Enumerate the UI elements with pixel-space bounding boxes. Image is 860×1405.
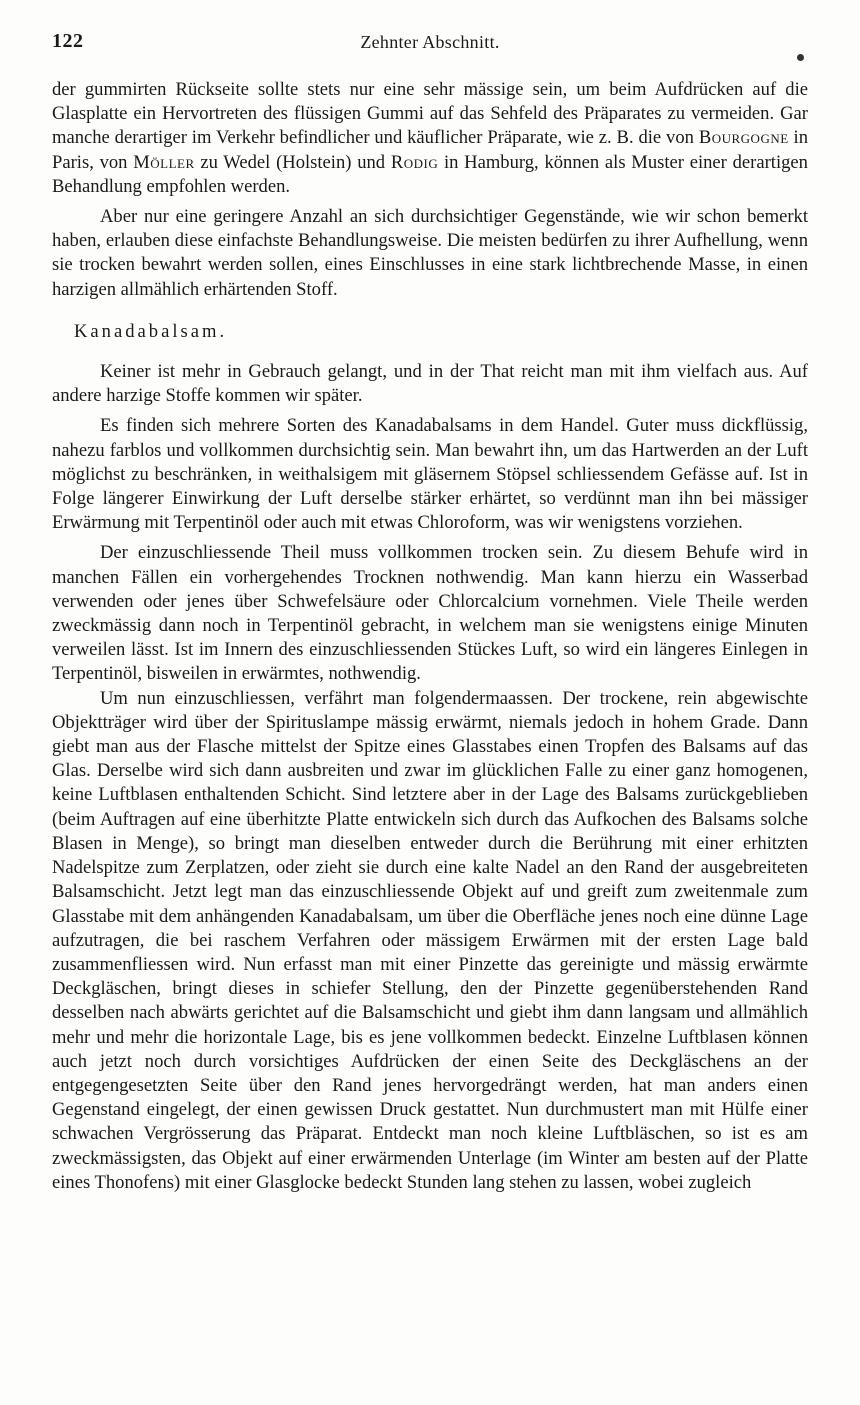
page-number: 122 [52,30,84,52]
p1-text-b: in Paris, von [52,127,808,173]
ink-dot [797,54,804,61]
running-title: Zehnter Abschnitt. [360,32,500,52]
p1-text-c: zu Wedel (Holstein) und [194,151,391,173]
paragraph-4: Es finden sich mehrere Sorten des Kanadabalsams in dem Handel. Guter muss dickflüssig, nahezu farblos und vollkommen durchsichtig sein. Man bewahrt ihn, um das Hartwerden an der Luft möglichst zu beschränken, in weithalsigem mit gläsernem Stöpsel schliessendem Gefässe auf. Ist in Folge längerer Einwirkung der Luft derselbe stärker erhärtet, so verdünnt man ihn bei mässiger Erwärmung mit Terpentinöl oder auch mit etwas Chloroform, was wir wenigstens vorziehen. [52,415,808,534]
paragraph-2: Aber nur eine geringere Anzahl an sich durchsichtiger Gegenstände, wie wir schon bemerkt haben, erlauben diese einfachste Behandlungsweise. Die meisten bedürfen zu ihrer Aufhellung, wenn sie trocken bewahrt werden sollen, eines Einschlusses in eine stark lichtbrechende Masse, in einen harzigen allmählich erhärtenden Stoff. [52,206,808,300]
name-bourgogne: Bourgogne [698,127,789,149]
section-heading [52,320,808,344]
page-header [52,30,808,58]
paragraph-3: Keiner ist mehr in Gebrauch gelangt, und in der That reicht man mit ihm vielfach aus. Auf andere harzige Stoffe kommen wir später. [52,361,808,407]
p1-text-a: der gummirten Rückseite sollte stets nur eine sehr mässige sein, um beim Aufdrücken auf die Glasplatte ein Hervortreten des flüssigen Gummi auf das Sehfeld des Präparates zu vermeiden. Gar manche derartiger im Verkehr befindlicher und käuflicher Präparate, wie z. B. die von [52,79,808,149]
name-moeller: Möller [133,151,195,173]
paragraph-1 [52,78,808,199]
p1-text-d: in Hamburg, können als Muster einer derartigen Behandlung empfohlen werden. [52,151,808,197]
body-text [52,78,808,1195]
name-rodig: Rodig [390,151,439,173]
paragraph-6: Um nun einzuschliessen, verfährt man folgendermaassen. Der trockene, rein abgewischte Objektträger wird über der Spirituslampe mässig erwärmt, niemals jedoch in hohem Grade. Dann giebt man aus der Flasche mittelst der Spitze eines Glasstabes einen Tropfen des Balsams auf das Glas. Derselbe wird sich dann ausbreiten und zwar im glücklichen Falle zu einer ganz homogenen, keine Luftblasen enthaltenden Schicht. Sind letztere aber in der Lage des Balsams zurückgeblieben (beim Auftragen auf eine überhitzte Platte entwickeln sich durch das Aufkochen des Balsams solche Blasen in Menge), so bringt man dieselben entweder durch die Berührung mit einer erhitzten Nadelspitze zum Zerplatzen, oder zieht sie durch eine kalte Nadel an den Rand der ausgebreiteten Balsamschicht. Jetzt legt man das einzuschliessende Objekt auf und greift zum zweitenmale zum Glasstabe mit dem anhängenden Kanadabalsam, um über die Oberfläche jenes noch eine dünne Lage aufzutragen, die bei raschem Verfahren oder mässigem Erwärmen mit der ersten Lage bald zusammenfliessen wird. Nun erfasst man mit einer Pinzette das gereinigte und mässig erwärmte Deckgläschen, bringt dieses in schiefer Stellung, den der Pinzette gegenüberstehenden Rand desselben nach abwärts gerichtet auf die Balsamschicht und giebt ihm dann langsam und allmählich mehr und mehr die horizontale Lage, bis es jene vollkommen bedeckt. Einzelne Luftblasen können auch jetzt noch durch vorsichtiges Aufdrücken der einen Seite des Deckgläschens an der entgegengesetzten Seite über den Rand jenes hervorgedrängt werden, hat man anders einen Gegenstand eingelegt, der einen gewissen Druck gestattet. Nun durchmustert man mit Hülfe einer schwachen Vergrösserung das Präparat. Entdeckt man noch kleine Luftbläschen, so ist es am zweckmässigsten, das Objekt auf einer erwärmenden Unterlage (im Winter am besten auf der Platte eines Thonofens) mit einer Glasglocke bedeckt Stunden lang stehen zu lassen, wobei zugleich [52,687,808,1193]
section-heading-text: Kanadabalsam. [74,320,228,342]
paragraph-5: Der einzuschliessende Theil muss vollkommen trocken sein. Zu diesem Behufe wird in manchen Fällen ein vorhergehendes Trocknen nothwendig. Man kann hierzu ein Wasserbad verwenden oder jenes über Schwefelsäure oder Chlorcalcium vornehmen. Viele Theile werden zweckmässig dann noch in Terpentinöl gebracht, in welchem man sie wenigstens einige Minuten verweilen lässt. Ist im Innern des einzuschliessenden Stückes Luft, so wird ein längeres Einlegen in Terpentinöl, bisweilen in erwärmtes, nothwendig. [52,542,808,685]
